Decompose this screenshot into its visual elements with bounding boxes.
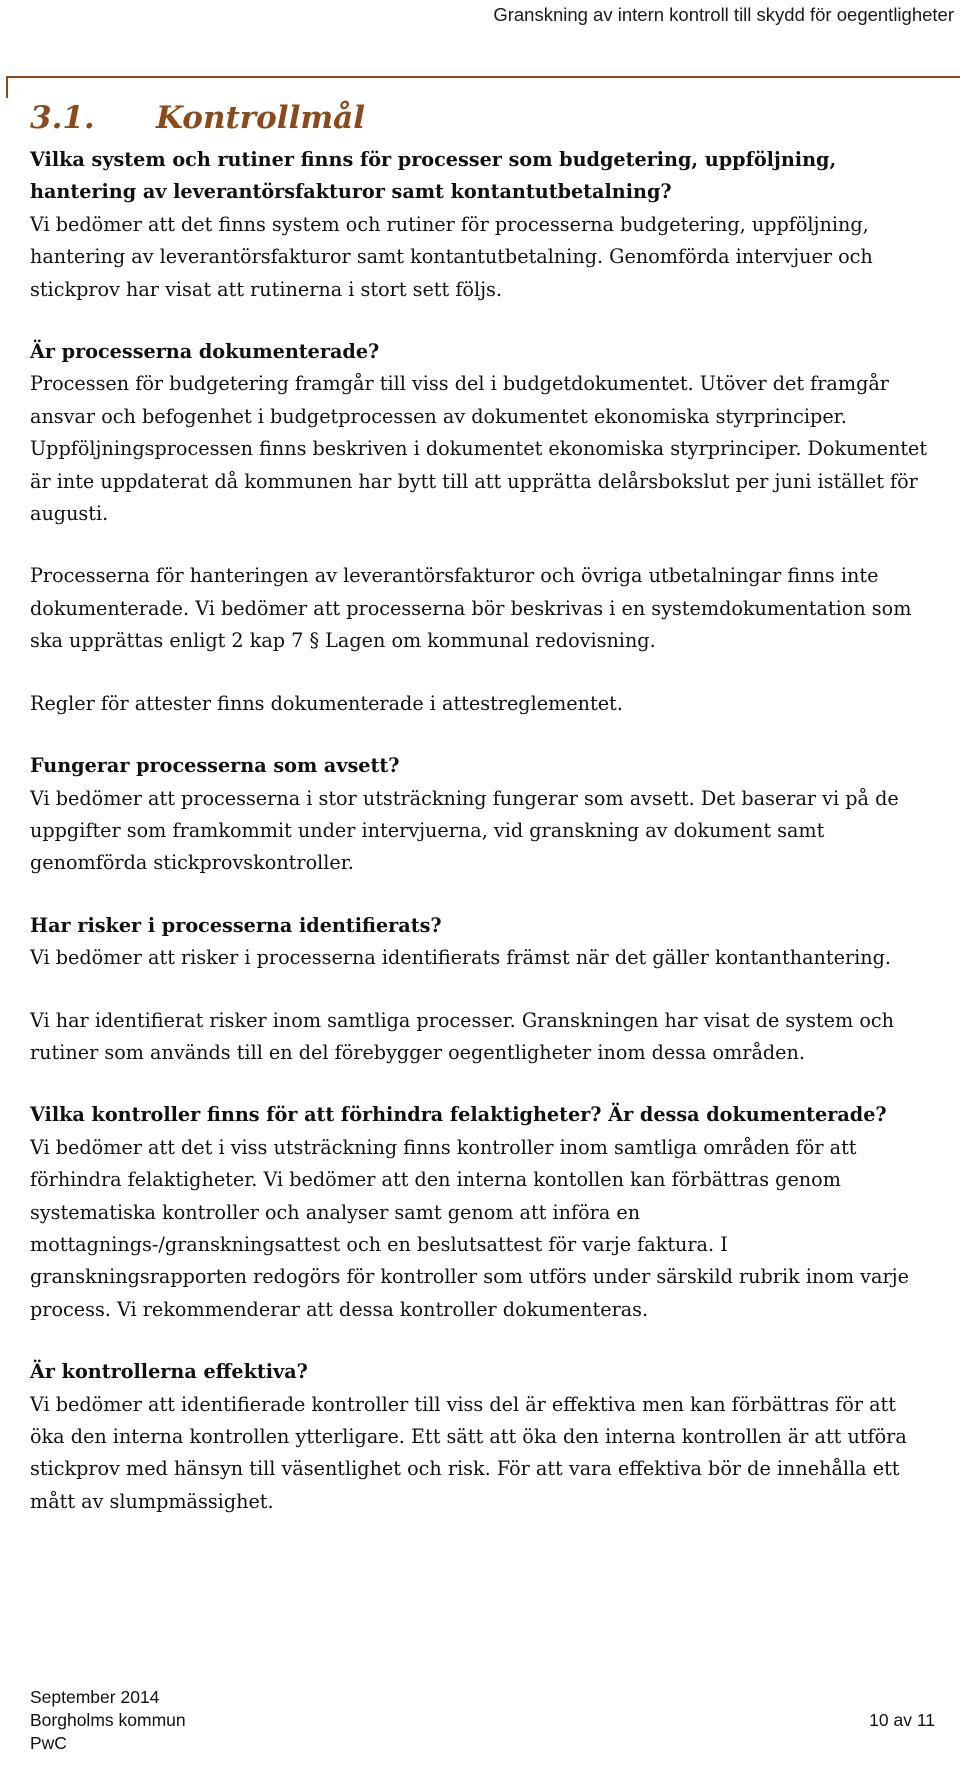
block-kontroller [30, 1099, 935, 1326]
block-fungerar [30, 750, 935, 880]
paragraph: Vi bedömer att det finns system och rutiner för processerna budgetering, uppföljning, hantering av leverantörsfakturor samt kontantutbetalning. Genomförda intervjuer och stickprov har visat att rutinerna i stort sett följs. [30, 212, 873, 301]
footer-organization: Borgholms kommun [30, 1710, 186, 1730]
question-heading: Har risker i processerna identifierats? [30, 913, 442, 937]
page-footer [30, 1686, 935, 1755]
paragraph: Vi har identifierat risker inom samtliga processer. Granskningen har visat de system och rutiner som används till en del förebygger oegentligheter inom dessa områden. [30, 1008, 894, 1064]
header-rule-tick [6, 76, 8, 98]
paragraph: Vi bedömer att identifierade kontroller till viss del är effektiva men kan förbättras för att öka den interna kontrollen ytterligare. Ett sätt att öka den interna kontrollen är att utföra stickprov med hänsyn till väsentlighet och risk. För att vara effektiva bör de innehålla ett mått av slumpmässighet. [30, 1392, 907, 1513]
running-header-title: Granskning av intern kontroll till skydd för oegentligheter [493, 4, 954, 25]
block-risker [30, 910, 935, 1070]
block-dokumenterade [30, 336, 935, 720]
paragraph: Processerna för hanteringen av leverantörsfakturor och övriga utbetalningar finns inte dokumenterade. Vi bedömer att processerna bör beskrivas i en systemdokumentation som ska upprättas enligt 2 kap 7 § Lagen om kommunal redovisning. [30, 564, 912, 653]
section-title: Kontrollmål [156, 100, 366, 136]
question-heading: Är processerna dokumenterade? [30, 340, 380, 364]
header-rule [6, 76, 960, 78]
paragraph: Regler för attester finns dokumenterade i attestreglementet. [30, 691, 623, 715]
paragraph: Vi bedömer att risker i processerna identifierats främst när det gäller kontanthantering. [30, 946, 892, 970]
footer-date: September 2014 [30, 1687, 160, 1707]
question-heading: Fungerar processerna som avsett? [30, 754, 400, 778]
question-heading: Vilka system och rutiner finns för processer som budgetering, uppföljning, hantering av leverantörsfakturor samt kontantutbetalning? [30, 148, 837, 204]
paragraph: Processen för budgetering framgår till viss del i budgetdokumentet. Utöver det framgår ansvar och befogenhet i budgetprocessen av dokumentet ekonomiska styrprinciper. Uppföljningsprocessen finns beskriven i dokumentet ekonomiska styrprinciper. Dokumentet är inte uppdaterat då kommunen har bytt till att upprätta delårsbokslut per juni istället för augusti. [30, 372, 928, 526]
paragraph: Vi bedömer att processerna i stor utsträckning fungerar som avsett. Det baserar vi på de uppgifter som framkommit under intervjuerna, vid granskning av dokument samt genomförda stickprovskontroller. [30, 786, 899, 875]
section-heading [30, 96, 935, 140]
document-body [30, 96, 935, 1518]
block-system-rutiner [30, 144, 935, 306]
section-number: 3.1. [30, 100, 95, 136]
block-effektiva [30, 1356, 935, 1518]
paragraph: Vi bedömer att det i viss utsträckning finns kontroller inom samtliga områden för att förhindra felaktigheter. Vi bedömer att den interna kontollen kan förbättras genom systematiska kontroller och analyser samt genom att införa en mottagnings-/granskningsattest och en beslutsattest för varje faktura. I granskningsrapporten redogörs för kontroller som utförs under särskild rubrik inom varje process. Vi rekommenderar att dessa kontroller dokumenteras. [30, 1135, 909, 1321]
question-heading: Vilka kontroller finns för att förhindra felaktigheter? Är dessa dokumenterade? [30, 1103, 887, 1127]
footer-company: PwC [30, 1733, 67, 1753]
page-number: 10 av 11 [869, 1710, 935, 1730]
question-heading: Är kontrollerna effektiva? [30, 1360, 308, 1384]
